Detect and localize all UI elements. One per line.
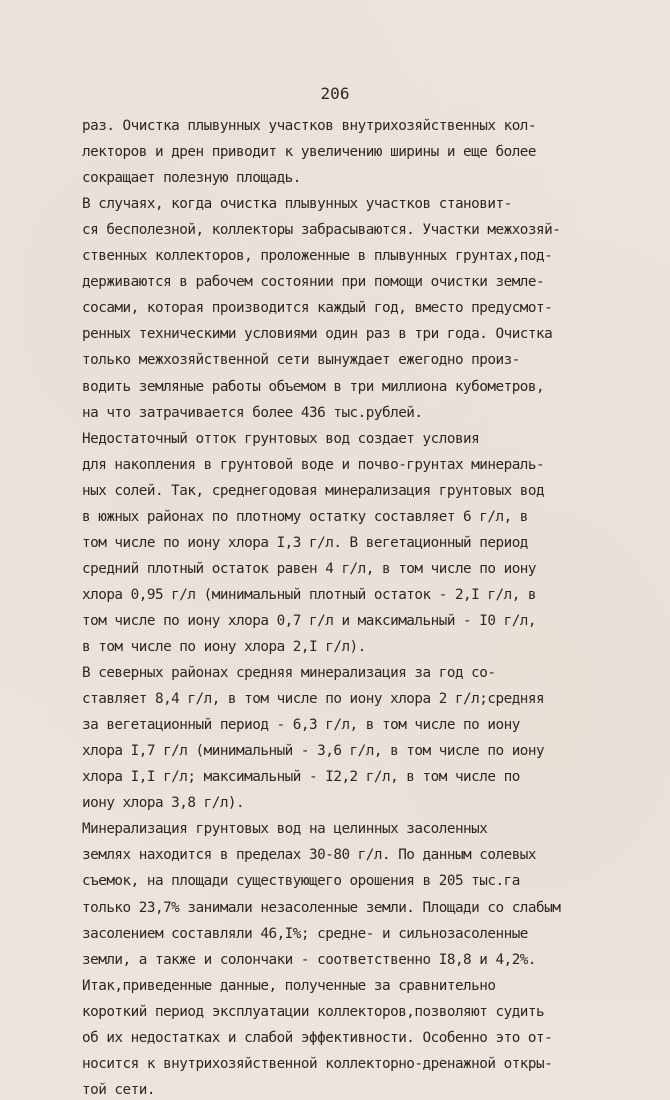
text-line: Минерализация грунтовых вод на целинных засоленных <box>82 821 488 838</box>
text-line: том числе по иону хлора 0,7 г/л и максимальный - I0 г/л, <box>82 612 537 629</box>
text-line: ставляет 8,4 г/л, в том числе по иону хлора 2 г/л;средняя <box>82 691 545 708</box>
text-line: ся бесполезной, коллекторы забрасываются. Участки межхозяй- <box>82 222 561 239</box>
text-line: только 23,7% занимали незасоленные земли. Площади со слабым <box>82 899 561 916</box>
text-line: об их недостатках и слабой эффективности. Особенно это от- <box>82 1029 553 1046</box>
text-line: засолением составляли 46,I%; средне- и сильнозасоленные <box>82 925 528 942</box>
text-line: иону хлора 3,8 г/л). <box>82 795 245 812</box>
text-line: той сети. <box>82 1081 155 1098</box>
text-line: ных солей. Так, среднегодовая минерализация грунтовых вод <box>82 482 545 499</box>
text-line: в южных районах по плотному остатку составляет 6 г/л, в <box>82 508 528 525</box>
text-line: средний плотный остаток равен 4 г/л, в том числе по иону <box>82 560 537 577</box>
text-line: хлора 0,95 г/л (минимальный плотный остаток - 2,I г/л, в <box>82 586 537 603</box>
text-line: раз. Очистка плывунных участков внутрихозяйственных кол- <box>82 118 537 134</box>
page-number: 206 <box>320 84 350 103</box>
text-line: Итак,приведенные данные, полученные за сравнительно <box>82 977 496 994</box>
text-line: съемок, на площади существующего орошения в 205 тыс.га <box>82 873 520 890</box>
text-line: землях находится в пределах 30-80 г/л. По данным солевых <box>82 847 537 864</box>
text-line: на что затрачивается более 436 тыс.рублей. <box>82 404 423 421</box>
text-line: ренных техническими условиями один раз в три года. Очистка <box>82 326 553 343</box>
text-line: в том числе по иону хлора 2,I г/л). <box>82 639 366 655</box>
text-line: носится к внутрихозяйственной коллекторно-дренажной откры- <box>82 1055 553 1072</box>
text-line: короткий период эксплуатации коллекторов,позволяют судить <box>82 1003 545 1020</box>
text-line: за вегетационный период - 6,3 г/л, в том числе по иону <box>82 717 520 734</box>
text-line: В северных районах средняя минерализация за год со- <box>82 665 496 682</box>
text-line: держиваются в рабочем состоянии при помощи очистки земле- <box>82 274 545 291</box>
text-line: для накопления в грунтовой воде и почво-грунтах минераль- <box>82 456 545 473</box>
text-line: водить земляные работы объемом в три миллиона кубометров, <box>82 378 545 395</box>
text-line: сокращает полезную площадь. <box>82 170 301 187</box>
text-line: сосами, которая производится каждый год, вместо предусмот- <box>82 300 553 317</box>
text-line: хлора I,I г/л; максимальный - I2,2 г/л, в том числе по <box>82 769 520 786</box>
text-line: только межхозяйственной сети вынуждает ежегодно произ- <box>82 352 520 369</box>
text-line: земли, а также и солончаки - соответственно I8,8 и 4,2%. <box>82 951 537 968</box>
text-line: ственных коллекторов, проложенные в плывунных грунтах,под- <box>82 248 553 265</box>
text-line: Недостаточный отток грунтовых вод создает условия <box>82 430 480 447</box>
text-line: том числе по иону хлора I,3 г/л. В вегетационный период <box>82 534 528 551</box>
text-line: хлора I,7 г/л (минимальный - 3,6 г/л, в том числе по иону <box>82 743 545 760</box>
text-line: лекторов и дрен приводит к увеличению ширины и еще более <box>82 144 537 161</box>
text-line: В случаях, когда очистка плывунных участков становит- <box>82 196 512 213</box>
